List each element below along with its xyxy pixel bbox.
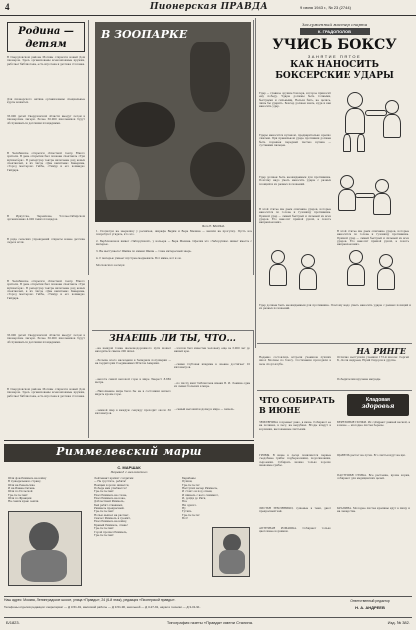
page-header <box>0 0 416 16</box>
verse-line: Скачет Риммель и гремит, <box>94 517 131 521</box>
boxing-para-3: Удар должен быть неожиданным для противника. Поэтому надо уметь наносить удары с разных позиций и из разных положений. <box>259 176 331 186</box>
rodina-para-2: Для пионерского актива организованы специальные курсы вожатых. <box>7 98 85 105</box>
masthead: Пионерская ПРАВДА <box>150 2 268 12</box>
footer-phones: Телефоны отделов редакции: секретариат — Д 3-51-91, массовой работы — Д 3-51-90, школьной — Д 3-27-91, науки и техники — Д 3-31-91. <box>4 605 201 609</box>
rodina-extra-2: 35.000 детей Свердловской области выедут летом в пионерские лагери. Более 50.000 школьников будут обслуживаться детскими площадками. <box>7 334 85 344</box>
znaesh-section <box>92 330 254 438</box>
march-title: Риммелевский марш <box>56 445 202 458</box>
boxing-para-2: Удары наносятся кулаком, предварительно крепко сжатым. При правильном ударе противник должен быть поражён передней частью кулака — суставами пальцев. <box>259 134 331 148</box>
verse-line: Шли фон-Риммель на войну <box>8 477 47 480</box>
verse-line: Шли на Ревельские <box>8 483 35 487</box>
znaesh-right-2: ...самая глубокая впадина в океане достигает 10 километров. <box>174 363 250 370</box>
verse-line: Тра-та-та-там! <box>94 527 114 531</box>
boxing-subtitle: КАК НАНОСИТЬ БОКСЕРСКИЕ УДАРЫ <box>275 60 394 81</box>
boxing-section <box>257 20 412 342</box>
na-ringe-para-2: Отлично выступили ученики 173-й школы: Сергей Б., Коля Андреев, Юрий Сидоров и другие. <box>337 356 409 363</box>
znaesh-right-3: ...по числу книг библиотека имени В. И. Ленина одна из самых больших в мире. <box>174 382 250 389</box>
rodina-para-5: В Иркутске, Черемхове, Усолье-Сибирском организовано 4.000 таких площадок. <box>7 215 85 222</box>
zoo-para-1: 1. Посмотри на зверюшку у ресничек, жирафа Вадим и Вера Мазина — вышли на прогулку. Пусть все попробуют угадать, кто это. <box>96 230 252 237</box>
boxing-title: УЧИСЬ БОКСУ <box>272 37 397 53</box>
boxer-figure <box>335 92 411 152</box>
zoo-para-2: 2. Верблюжонок живёт «Заборушкой», у вольера — Вера Мазина. Офелия это «Заборушка» живёт вместе с матерью. <box>96 240 252 247</box>
verse-line: Лейтенант кричит солдатам: <box>94 477 135 480</box>
boxing-para-5: В этой статье мы даём описание ударов, которые наносятся по голове и туловищу противника. Прямой удар — самый быстрый и сильный из всех ударов. Его наносят прямой рукой, а локоть направлен вниз. <box>337 230 409 246</box>
sobirat-para-5: БЕРЁЗОВЫЕ ПОЧКИ. Их собирают ранней весной, а в июне — молодые листья берёзы. <box>337 421 410 428</box>
sobirat-para-7: ПАСТУШЬЯ СУМКА. Всё растение, кроме корня, собирают для медицинских целей. <box>337 474 410 481</box>
verse-line: Вот! <box>182 517 188 521</box>
verse-line: Ни одного. <box>182 503 198 507</box>
zoo-title: В ЗООПАРКЕ <box>101 28 188 41</box>
sobirat-badge-line1: Кладовая <box>366 397 390 403</box>
verse-line: Победа нам улыбнётся! <box>94 487 127 491</box>
verse-line: Шли по Франции <box>8 497 32 501</box>
sobirat-badge-line2: здоровья <box>361 403 395 410</box>
march-author: С. МАРШАК <box>117 465 141 470</box>
sobirat-para-6: ЩАВЕЛЬ растёт на лугах. Его листья идут на щи. <box>337 454 406 457</box>
na-ringe-section <box>257 343 412 388</box>
zoo-photo <box>95 22 251 222</box>
verse-line: И на Ивана-Сатана. <box>8 487 36 491</box>
march-translator: Перевод с английского <box>110 470 148 474</box>
znaesh-right-1: ...хлопок был известен человеку ещё за 3.000 лет до нашей эры. <box>174 347 250 354</box>
zoo-para-4: 4. С матерью умнеет шустрые медвежата. Вот мама, вот и он. <box>96 257 182 260</box>
verse-line: Риммель прекрасный. <box>94 507 125 511</box>
zoo-section <box>92 20 254 275</box>
verse-line: Тра-та-та-та! <box>182 513 200 517</box>
verse-line: Тутиль <box>182 510 192 514</box>
verse-line: Ехал Риммель на войну, <box>94 520 128 524</box>
march-verse-mid <box>94 477 174 537</box>
verse-line: Тра-та-та-там! <box>94 533 114 537</box>
march-section <box>4 440 254 590</box>
verse-line: И стоит он под огнём, <box>182 490 213 494</box>
camel-shape <box>115 102 175 147</box>
verse-line: Ну <box>182 507 186 511</box>
rodina-extra-3: В Свердловском районе Москвы открылся новый Дом пионеров. Здесь организованы всевозможные кружки, работает библиотека, есть игротека и детская столовая. <box>7 388 85 398</box>
znaesh-left-3: ...высота самой высокой горы в мире Эверест 8.882 метра. <box>95 378 171 385</box>
na-ringe-para-3: Победителям вручены награды. <box>337 378 382 381</box>
page-number: 4 <box>5 2 10 12</box>
verse-line: Тра-та-та-там! <box>94 510 114 514</box>
sobirat-para-3: ЛИСТЬЯ ЗЕМЛЯНИКИ, сушёные в тени, дают прекрасный чай. <box>259 507 331 514</box>
rodina-para-3: 35.000 детей Свердловской области выедут летом в пионерские лагери. Более 50.000 школьников будут обслуживаться детскими площадками. <box>7 115 85 125</box>
footer-editor-label: Ответственный редактор <box>350 599 390 603</box>
verse-line: Тра-та-та-там! <box>8 493 28 497</box>
sobirat-section <box>257 390 412 595</box>
verse-line: И шинель с него снимают, <box>182 493 219 497</box>
footer-printer: Типография газеты «Правда» имени Сталина. <box>166 620 254 625</box>
boxing-para-1: Удар — главное оружие боксёра, которое приносит ему победу. Удары должны быть точными, быстрыми и сильными. Нельзя бить, не целясь, лишь бы ударить. Боксёр должен знать, куда и как наносить удар. <box>259 92 331 109</box>
march-verse-right <box>182 477 252 520</box>
verse-line: — Не грустите, ребята! <box>94 480 127 484</box>
verse-line: В чужедальнюю страну, <box>8 480 42 484</box>
verse-line: Бей ребят отважных, <box>94 503 124 507</box>
verse-line: И, дойдя до Риги, <box>182 497 207 501</box>
verse-line: Ночью вышел на рассвет, <box>94 513 130 517</box>
verse-line: Барабаны <box>182 477 196 480</box>
verse-line: Бравый Риммель, слава! <box>94 523 128 527</box>
verse-line: Тра-та-та-та! <box>182 483 200 487</box>
sobirat-badge <box>347 394 409 416</box>
dateline: 9 июня 1943 г., № 23 (2744) <box>300 5 351 10</box>
znaesh-title: ЗНАЕШЬ ЛИ ТЫ, ЧТО... <box>109 334 236 344</box>
znaesh-left-5: ...земной шар в каждую секунду проходит около 30 километров. <box>95 409 171 416</box>
sobirat-para-2: ГРИБЫ. В июне в лесах появляются первые съедобные грибы: подберёзовики, подосиновики, сыроежки. Собирать можно только хорошо знакомые грибы. <box>259 454 331 468</box>
footer-number-left: Б/1823. <box>6 620 20 625</box>
footer-editor-name: Н. А. АНДРЕЕВ <box>355 605 385 610</box>
march-cartoon <box>212 527 250 577</box>
verse-line: Немцам хорошо живётся, <box>94 483 130 487</box>
verse-line: Все <box>182 500 187 504</box>
verse-line: Ехал Риммель на коне, <box>94 497 126 501</box>
zoo-photo-caption: Фото П. ВАСИНА. <box>202 224 226 228</box>
rodina-para-4: В Челябинске открылся областной театр Юного зрителя. В день открытия был показан спектакль «Три мушкетёра». В репертуар театра включены ряд новых спектаклей, в их числе «Два капитана» Каверина, «Город мастеров» Габбе, «Тимур и его команда» Гайдара. <box>7 152 85 172</box>
znaesh-right-4: ...самый высокий водопад в мире — Анхель. <box>174 408 235 411</box>
boxer-figure <box>339 250 409 300</box>
verse-line: На самом краю земли. <box>8 500 40 504</box>
zoo-para-3: 3. Вы выступаете! Шайка по имени Шаша — тоже интересный зверь. <box>96 250 192 253</box>
sobirat-para-4: АПТЕЧНАЯ РОМАШКА. Собирают только цветочные корзинки. <box>259 527 331 534</box>
boxer-figure <box>261 250 331 300</box>
verse-line: Шли по Польской <box>8 490 33 494</box>
znaesh-left-1: ...на каждой тонне железнодорожного пути может находиться свыше 200 шпал. <box>95 347 171 354</box>
boxing-para-6: Удар должен быть неожиданным для противника. Поэтому надо уметь наносить удары с разных позиций и из разных положений. <box>259 304 411 311</box>
boxing-rubric: Заслуженный мастер спорта <box>301 22 368 27</box>
rodina-section <box>4 20 89 275</box>
zoo-para-5: Московский зоопарк. <box>96 264 126 267</box>
sobirat-para-1: ЗЕМЛЯНИКА созревает рано, в июне. Собирают её на полянах, в лесу, на вырубках. Ягоды кладут в корзинки, выложенные листьями. <box>259 421 331 431</box>
znaesh-left-4: ...Наполнение мира было бы не в состоянии ничего видеть кроме горы. <box>95 390 171 397</box>
sobirat-title: ЧТО СОБИРАТЬ В ИЮНЕ <box>259 395 335 415</box>
rodina-para-6: В ряде сельских учреждений открыты новые детские сады и ясли. <box>7 238 85 245</box>
bear-shape <box>190 142 245 197</box>
rodina-extra-1: В Челябинске открылся областной театр Юного зрителя. В день открытия был показан спектакль «Три мушкетёра». В репертуар театра включены ряд новых спектаклей, в их числе «Два капитана» Каверина, «Город мастеров» Габбе, «Тимур и его команда» Гайдара. <box>7 280 85 300</box>
rodina-title: Родина — детям <box>7 22 85 52</box>
verse-line: Пушки, <box>182 480 193 484</box>
boxer-figure <box>335 175 411 225</box>
footer-address: Наш адрес: Москва, Ленинградское шоссе, улица «Правды», 24 (6-й этаж), редакция «Пионерской правды». <box>4 598 176 602</box>
sobirat-para-8: КРАПИВА. Молодые листья крапивы идут в пищу и на лекарства. <box>337 507 410 514</box>
rodina-continued <box>4 280 89 438</box>
footer-number-right: Изд. № 382. <box>387 620 410 625</box>
verse-line: Наступил вечер Риммель, <box>182 487 218 491</box>
giraffe-shape <box>190 42 230 112</box>
march-cartoon <box>8 511 82 586</box>
boxing-lesson: ЗАНЯТИЕ ПЯТОЕ <box>307 54 362 59</box>
rodina-para-1: В Свердловском районе Москвы открылся новый Дом пионеров. Здесь организованы всевозможные кружки, работает библиотека, есть игротека и детская столовая. <box>7 56 85 66</box>
verse-line: Горой прошёл Риммель, <box>94 530 128 534</box>
boxing-author: К. ГРАДОПОЛОВ <box>300 28 370 35</box>
verse-line: Тра-та-та-там! <box>94 490 114 494</box>
znaesh-left-2: ...Больше всего населения в Западном полушарии — на территории Соединённых Штатов Америки. <box>95 359 171 366</box>
boxing-para-4: В этой статье мы даём описание ударов, которые наносятся по голове и туловищу противника. Прямой удар — самый быстрый и сильный из всех ударов. Его наносят прямой рукой, а локоть направлен вниз. <box>259 208 331 225</box>
na-ringe-title: НА РИНГЕ <box>356 346 406 356</box>
march-verse-left <box>8 477 86 504</box>
verse-line: Доблестный Риммель, <box>94 500 125 504</box>
verse-line: Ехал Риммель на слоне, <box>94 493 128 497</box>
na-ringe-para-1: Недавно состоялись встречи учеников лучших школ Москвы по боксу. Состязания проходили в зале спорт-клуба. <box>259 356 331 366</box>
